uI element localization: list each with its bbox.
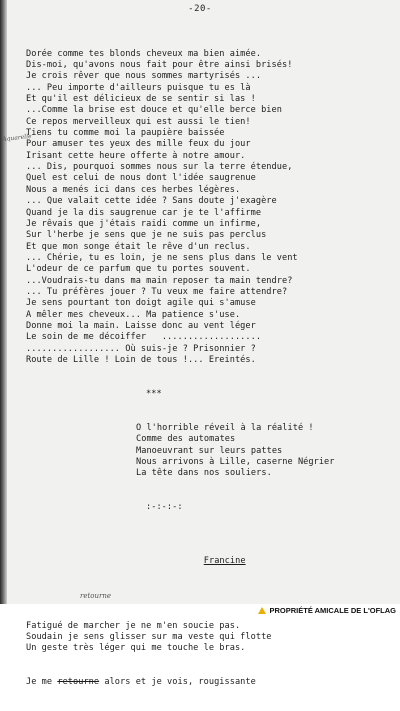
poem-line: A mêler mes cheveux... Ma patience s'use. [26, 309, 241, 320]
poem-line: ... Chérie, tu es loin, je ne sens plus dans le vent [26, 252, 298, 263]
page-edge-shadow [0, 0, 7, 604]
poem-line: Route de Lille ! Loin de tous !... Ereintés. [26, 354, 256, 365]
poem-line: Soudain je sens glisser sur ma veste qui flotte [26, 631, 272, 642]
footer-bar [0, 604, 400, 618]
poem-line: Fatigué de marcher je ne m'en soucie pas. [26, 620, 241, 631]
poem-line: L'odeur de ce parfum que tu portes souvent. [26, 264, 251, 275]
warning-triangle-icon [258, 607, 266, 614]
margin-annotation: Aquarelle [2, 132, 33, 143]
poem-title-text: Francine [203, 555, 246, 566]
poem-line: Pour amuser tes yeux des mille feux du jour [26, 139, 251, 150]
stanza-separator: *** [146, 389, 162, 399]
poem-line: O l'horrible réveil à la réalité ! [136, 423, 314, 434]
poem-line: Nous a menés ici dans ces herbes légères. [26, 184, 241, 195]
page-number: -20- [188, 4, 212, 14]
poem-line: Et qu'il est délicieux de se sentir si las ! [26, 94, 256, 105]
poem-line: Un geste très léger qui me touche le bras. [26, 643, 246, 654]
poem-line: ...Voudrais-tu dans ma main reposer ta main tendre? [26, 275, 293, 286]
poem-line: Manoeuvrant sur leurs pattes [136, 445, 283, 456]
poem-line: ... Que valait cette idée ? Sans doute j'exagère [26, 196, 277, 207]
poem-line: Je sens pourtant ton doigt agile qui s'amuse [26, 298, 256, 309]
poem-line: Le soin de me décoiffer ................... [26, 332, 262, 343]
poem-line: Quel est celui de nous dont l'idée saugrenue [26, 173, 256, 184]
stanza-2 [26, 423, 392, 480]
handwritten-correction: retourne [80, 592, 112, 600]
last-line-suffix: alors et je vois, rougissante [99, 677, 256, 688]
poem-line: La tête dans nos souliers. [136, 468, 272, 479]
poem-line: Je rêvais que j'étais raidi comme un infirme, [26, 218, 262, 229]
poem-line: Je crois rêver que nous sommes martyrisés ... [26, 71, 262, 82]
poem-line: Comme des automates [136, 434, 236, 445]
end-mark: :-:-:-: [146, 502, 183, 513]
poem-line: Tiens tu comme moi la paupière baissée [26, 128, 225, 139]
last-line [26, 677, 392, 688]
footer-text: PROPRIÉTÉ AMICALE DE L'OFLAG [269, 606, 396, 615]
poem-line: Et que mon songe était le rêve d'un reclus. [26, 241, 251, 252]
poem-line: ... Tu préfères jouer ? Tu veux me faire attendre? [26, 286, 288, 297]
poem-line: Nous arrivons à Lille, caserne Négrier [136, 457, 335, 468]
struck-word: retourne [57, 677, 100, 688]
poem-line: .................. Où suis-je ? Prisonnier ? [26, 343, 256, 354]
poem-title [26, 544, 392, 578]
poem-line: ...Comme la brise est douce et qu'elle berce bien [26, 105, 282, 116]
poem-line: ... Dis, pourquoi sommes nous sur la terre étendue, [26, 162, 293, 173]
stanza-1 [26, 49, 392, 367]
poem-line: Ce repos merveilleux qui est aussi le tien! [26, 116, 251, 127]
poem-line: Quand je la dis saugrenue car je te l'affirme [26, 207, 262, 218]
poem-line: Donne moi la main. Laisse donc au vent léger [26, 320, 256, 331]
poem-line: Dorée comme tes blonds cheveux ma bien aimée. [26, 48, 262, 59]
poem-line: Irisant cette heure offerte à notre amour. [26, 150, 246, 161]
poem-line: Dis-moi, qu'avons nous fait pour être ainsi brisés! [26, 60, 293, 71]
footer-label [258, 606, 396, 615]
last-line-prefix: Je me [26, 677, 58, 688]
poem-line: Sur l'herbe je sens que je ne suis pas perclus [26, 230, 267, 241]
poem-line: ... Peu importe d'ailleurs puisque tu es là [26, 82, 251, 93]
